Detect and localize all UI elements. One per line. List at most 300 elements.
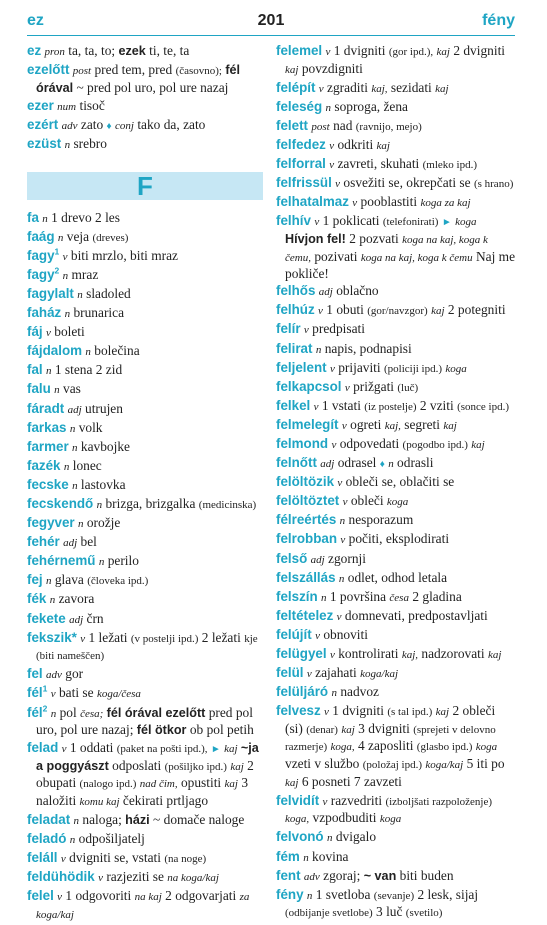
dictionary-entry <box>276 551 516 569</box>
part-of-speech: koga za kaj <box>420 197 471 210</box>
part-of-speech: v <box>98 872 103 885</box>
part-of-speech: za koga/kaj <box>36 891 250 922</box>
translation: 1 stena 2 zid <box>54 362 123 378</box>
dictionary-entry <box>27 515 263 533</box>
part-of-speech: v <box>331 438 337 451</box>
headword: feljelent <box>276 359 327 375</box>
dictionary-entry <box>27 324 263 342</box>
usage-note: (odbijanje svetlobe) <box>285 907 373 920</box>
translation: 2 ležati <box>201 629 241 645</box>
headword: felfrissül <box>276 175 332 191</box>
dictionary-entry <box>27 267 263 285</box>
translation: zgraditi <box>327 79 368 95</box>
translation: boleti <box>54 324 85 340</box>
headword: fagy <box>27 247 55 263</box>
part-of-speech: n <box>326 832 333 845</box>
translation: odlet, odhod letala <box>347 569 448 585</box>
part-of-speech: v <box>329 159 335 172</box>
translation: 3 luč <box>376 904 403 920</box>
part-of-speech: n <box>62 269 69 282</box>
usage-note: (nalogo ipd.) <box>79 778 137 791</box>
headword: félreértés <box>276 512 337 528</box>
usage-note: (gor/navzgor) <box>367 305 428 318</box>
translation: 1 oddati <box>69 740 114 756</box>
translation: nad <box>333 117 353 133</box>
translation: nadzorovati <box>421 646 485 661</box>
headword: fazék <box>27 457 61 473</box>
homonym-number: 1 <box>42 683 48 694</box>
dictionary-entry <box>276 684 516 702</box>
translation: ~ domače naloge <box>153 812 245 828</box>
headword: fém <box>276 848 300 864</box>
translation: 2 obupati <box>36 757 254 791</box>
translation: zato <box>80 116 104 132</box>
part-of-speech: kaj, <box>401 649 419 661</box>
entries-f-section-right <box>276 43 516 922</box>
separator-symbol: ► <box>210 744 221 756</box>
part-of-speech: v <box>306 668 312 681</box>
translation: 1 dvigniti <box>332 703 384 719</box>
translation: oblačno <box>336 283 379 299</box>
dictionary-entry <box>27 591 263 609</box>
headword: felügyel <box>276 646 327 661</box>
part-of-speech: n <box>72 441 78 454</box>
dictionary-entry <box>276 321 516 339</box>
translation: segreti <box>404 416 440 432</box>
part-of-speech: kaj, <box>371 82 388 95</box>
part-of-speech: n <box>69 834 76 847</box>
translation: brizga, brizgalka <box>105 495 196 511</box>
usage-note: (na noge) <box>164 853 207 866</box>
translation: soproga, žena <box>334 98 408 114</box>
dictionary-entry <box>27 611 263 629</box>
translation: pred tem, pred <box>94 62 173 78</box>
headword: fej <box>27 572 43 588</box>
part-of-speech: adv <box>303 870 320 883</box>
dictionary-entry <box>27 98 263 116</box>
headword: fecskendő <box>27 495 94 511</box>
dictionary-entry <box>27 43 263 61</box>
headword: fagylalt <box>27 285 74 301</box>
part-of-speech: v <box>341 419 347 432</box>
part-of-speech: kaj <box>341 723 355 736</box>
part-of-speech: koga na kaj, koga k čemu, <box>285 233 488 264</box>
dictionary-entry <box>276 398 516 416</box>
dictionary-entry <box>276 341 516 359</box>
translation: biti buden <box>399 867 454 883</box>
headword: fent <box>276 867 301 883</box>
part-of-speech: v <box>329 649 335 661</box>
translation: odposlati <box>112 757 162 773</box>
headword: felett <box>276 117 308 133</box>
translation: zgoraj; <box>323 867 361 883</box>
dictionary-entry <box>276 531 516 549</box>
part-of-speech: n <box>331 687 337 700</box>
headword: felöltözik <box>276 474 335 490</box>
dictionary-entry <box>276 283 516 301</box>
dictionary-entry <box>27 869 263 887</box>
part-of-speech: koga na kaj, koga k čemu <box>360 251 473 264</box>
translation: 2 gladina <box>412 588 462 604</box>
translation: dvigniti se, vstati <box>69 850 161 866</box>
usage-note: (glasbo ipd.) <box>416 741 473 754</box>
translation: 1 drevo 2 les <box>51 209 120 225</box>
translation: 2 potegniti <box>447 302 506 318</box>
translation: ti, te, ta <box>149 43 190 58</box>
headword: felvonó <box>276 829 324 845</box>
headword: fehér <box>27 534 60 550</box>
dictionary-entry <box>27 362 263 380</box>
part-of-speech: koga <box>386 496 409 509</box>
right-column <box>276 43 516 923</box>
dictionary-entry <box>276 360 516 378</box>
part-of-speech: kaj <box>224 778 238 791</box>
part-of-speech: v <box>335 178 341 191</box>
translation: 2 vziti <box>419 397 454 413</box>
translation: bolečina <box>94 343 140 359</box>
part-of-speech: conj <box>115 119 134 132</box>
dictionary-entry <box>276 80 516 98</box>
headword: feleség <box>276 98 323 114</box>
translation: čekirati prtljago <box>122 792 209 808</box>
part-of-speech: n <box>303 851 309 864</box>
example-phrase: fél órával ezelőtt <box>106 705 206 720</box>
homonym-number: 2 <box>54 265 60 276</box>
translation: utrujen <box>85 400 123 416</box>
translation: 2 pozvati <box>349 230 399 246</box>
dictionary-entry <box>27 248 263 266</box>
translation: 1 svetloba <box>315 886 371 902</box>
headword: ezelőtt <box>27 62 70 78</box>
translation: ta, ta, to; <box>68 43 116 58</box>
usage-note: (policiji ipd.) <box>383 362 443 375</box>
homonym-number: 1 <box>54 246 60 257</box>
part-of-speech: kaj <box>230 760 244 773</box>
part-of-speech: v <box>329 139 335 152</box>
headword: farkas <box>27 419 67 435</box>
translation: Naj me pokliče! <box>285 248 516 282</box>
translation: glava <box>54 572 84 588</box>
translation: vas <box>63 381 81 397</box>
dictionary-entry <box>276 213 516 281</box>
dictionary-entry <box>276 474 516 492</box>
part-of-speech: kaj <box>487 649 502 661</box>
part-of-speech: n <box>42 212 48 225</box>
headword: fal <box>27 362 43 378</box>
translation: tisoč <box>79 97 105 113</box>
dictionary-entry <box>276 512 516 530</box>
translation: predpisati <box>312 321 365 337</box>
translation: 6 posneti <box>301 773 351 789</box>
dictionary-entry <box>27 496 263 514</box>
dictionary-entry <box>276 417 516 435</box>
headword: felhív <box>276 213 311 229</box>
translation: kovina <box>312 848 349 864</box>
headword: felszállás <box>276 569 336 585</box>
dictionary-entry <box>27 136 263 154</box>
dictionary-entry <box>27 666 263 684</box>
headword: farmer <box>27 438 69 454</box>
part-of-speech: kaj <box>435 706 450 719</box>
translation: pooblastiti <box>360 194 418 210</box>
translation: napis, podnapisi <box>324 340 412 356</box>
translation: odpošiljatelj <box>78 831 145 847</box>
translation: 3 dvigniti <box>358 720 410 736</box>
headword: fekete <box>27 610 66 626</box>
part-of-speech: kaj <box>471 438 485 451</box>
dictionary-entry <box>27 888 263 923</box>
part-of-speech: n <box>85 346 91 359</box>
part-of-speech: v <box>62 250 68 263</box>
translation: ogreti <box>350 416 382 432</box>
dictionary-entry <box>27 630 263 665</box>
part-of-speech: n <box>388 458 394 471</box>
translation: črn <box>86 610 104 626</box>
headword: felemel <box>276 43 323 58</box>
translation: pozivati <box>314 248 358 264</box>
part-of-speech: v <box>352 197 358 210</box>
usage-note: (paket na pošti ipd.), <box>116 743 208 756</box>
separator-symbol: ♦ <box>379 459 385 471</box>
translation: razjeziti se <box>106 869 164 885</box>
part-of-speech: n <box>72 479 78 492</box>
part-of-speech: adj <box>63 537 78 550</box>
part-of-speech: n <box>64 308 71 321</box>
example-phrase: fél ötkor <box>136 723 187 738</box>
part-of-speech: adv <box>46 669 62 682</box>
usage-note: (izboljšati razpoloženje) <box>385 795 493 808</box>
part-of-speech: v <box>318 82 324 95</box>
translation: 2 obleči (si) <box>285 703 496 736</box>
headword: fel <box>27 666 43 682</box>
usage-note: (položaj ipd.) <box>362 759 422 772</box>
dictionary-entry <box>27 458 263 476</box>
translation: sladoled <box>86 285 131 301</box>
dictionary-entry <box>276 43 516 78</box>
part-of-speech: v <box>61 743 67 756</box>
example-phrase: ~ van <box>363 868 397 883</box>
dictionary-entry <box>276 436 516 454</box>
usage-note: (denar) <box>306 723 338 736</box>
translation: 1 dvigniti <box>333 43 386 58</box>
example-phrase: Hívjon fel! <box>285 231 346 246</box>
headword: felad <box>27 740 59 756</box>
dictionary-entry <box>276 570 516 588</box>
usage-note: (pogodbo ipd.) <box>402 438 468 451</box>
headword: fegyver <box>27 515 75 531</box>
headword: falu <box>27 381 51 397</box>
page-header <box>27 12 515 34</box>
translation: 7 zavzeti <box>353 773 402 789</box>
part-of-speech: koga <box>445 362 467 375</box>
dictionary-entry <box>27 740 263 810</box>
translation: srebro <box>73 135 107 151</box>
usage-note: (v postelji ipd.) <box>130 632 199 645</box>
headword: felirat <box>276 340 313 356</box>
translation: odkriti <box>337 136 374 152</box>
translation: 4 zaposliti <box>358 738 414 754</box>
dictionary-entry <box>276 868 516 886</box>
part-of-speech: adv <box>61 119 78 132</box>
translation: perilo <box>107 553 139 569</box>
part-of-speech: v <box>303 324 309 337</box>
translation: 1 poklicati <box>322 213 380 229</box>
translation: 2 odgovarjati <box>165 888 237 904</box>
headword: felkel <box>276 397 311 413</box>
left-column <box>27 43 263 925</box>
headword: fehérnemű <box>27 553 96 569</box>
entries-f-section-left <box>27 210 263 924</box>
part-of-speech: kaj, <box>384 419 401 432</box>
translation: 1 površina <box>329 588 387 604</box>
part-of-speech: kaj <box>285 776 299 789</box>
part-of-speech: v <box>80 632 86 645</box>
usage-note: (časovno); <box>175 65 222 78</box>
headword: fél <box>27 704 43 720</box>
example-phrase: házi <box>125 813 150 828</box>
headword: felrobban <box>276 531 338 547</box>
dictionary-entry <box>276 646 516 664</box>
part-of-speech: v <box>322 795 328 808</box>
translation: volk <box>78 419 103 435</box>
dictionary-entry <box>27 534 263 552</box>
dictionary-entry <box>276 793 516 828</box>
usage-note: (gor ipd.), <box>388 46 434 58</box>
headword: feladó <box>27 831 67 847</box>
dictionary-entry <box>276 608 516 626</box>
translation: zavora <box>58 591 95 607</box>
translation: 5 iti po <box>466 756 505 772</box>
separator-symbol: ♦ <box>106 120 112 132</box>
dictionary-entry <box>27 553 263 571</box>
page-number: 201 <box>257 12 285 29</box>
headword: fék <box>27 591 47 607</box>
usage-note: (sevanje) <box>373 889 415 902</box>
part-of-speech: kaj <box>436 46 450 58</box>
part-of-speech: kaj <box>435 82 449 95</box>
translation: gor <box>65 666 84 682</box>
part-of-speech: n <box>77 288 83 301</box>
running-head-left: ez <box>27 12 44 29</box>
translation: bati se <box>58 685 94 701</box>
entries-e-section <box>27 43 263 154</box>
translation: 1 odgovoriti <box>65 888 132 904</box>
part-of-speech: na kaj <box>134 891 162 904</box>
translation: domnevati, predpostavljati <box>344 607 488 623</box>
usage-note: (dreves) <box>92 231 129 244</box>
headword: felújít <box>276 626 312 642</box>
translation: ob pol petih <box>189 722 254 738</box>
translation: biti mrzlo, biti mraz <box>70 247 178 263</box>
translation: zavreti, skuhati <box>337 156 420 172</box>
translation: obleči <box>350 493 384 509</box>
part-of-speech: koga/kaj <box>425 759 464 772</box>
headword: felöltöztet <box>276 493 340 509</box>
headword: felnőtt <box>276 455 317 471</box>
headword: feltételez <box>276 607 334 623</box>
translation: veja <box>66 228 90 244</box>
headword: felvidít <box>276 792 320 808</box>
usage-note: (s hrano) <box>473 178 514 191</box>
dictionary-entry <box>276 849 516 867</box>
part-of-speech: n <box>325 101 332 114</box>
part-of-speech: num <box>57 100 77 113</box>
dictionary-entry <box>27 439 263 457</box>
headword: felül <box>276 665 304 681</box>
part-of-speech: n <box>73 815 80 828</box>
translation: orožje <box>86 515 121 531</box>
translation: sezidati <box>390 79 432 95</box>
translation: pol <box>59 704 77 720</box>
dictionary-entry <box>276 589 516 607</box>
part-of-speech: n <box>49 594 56 607</box>
part-of-speech: n <box>338 572 345 585</box>
usage-note: (človeka ipd.) <box>87 575 149 588</box>
usage-note: (s tal ipd.) <box>387 706 433 719</box>
part-of-speech: koga <box>475 741 498 754</box>
dictionary-entry <box>27 305 263 323</box>
part-of-speech: kaj <box>443 419 457 432</box>
translation: bel <box>80 534 97 550</box>
usage-note: (ravnijo, mejo) <box>355 120 422 133</box>
example-phrase: ~ja a poggyászt <box>36 741 259 773</box>
part-of-speech: česa; <box>80 707 104 720</box>
headword: felhúz <box>276 302 315 318</box>
homonym-number: 2 <box>42 703 48 714</box>
part-of-speech: v <box>324 706 329 719</box>
part-of-speech: kaj <box>224 743 238 756</box>
headword: felkapcsol <box>276 378 342 394</box>
translation: dvigalo <box>335 829 377 845</box>
headword: felépít <box>276 79 316 95</box>
translation: 1 obuti <box>326 302 364 318</box>
dictionary-entry <box>276 627 516 645</box>
usage-note: (telefonirati) <box>382 216 439 229</box>
translation: tako da, zato <box>137 116 206 132</box>
dictionary-entry <box>276 302 516 320</box>
dictionary-entry <box>276 99 516 117</box>
translation: odpovedati <box>339 435 400 451</box>
part-of-speech: n <box>78 518 84 531</box>
part-of-speech: v <box>336 610 342 623</box>
part-of-speech: v <box>314 216 320 229</box>
part-of-speech: adj <box>318 286 333 299</box>
part-of-speech: pron <box>44 46 65 58</box>
dictionary-entry <box>27 286 263 304</box>
translation: lastovka <box>80 476 126 492</box>
translation: razvedriti <box>330 792 383 808</box>
part-of-speech: v <box>46 327 51 340</box>
dictionary-entry <box>27 210 263 228</box>
dictionary-entry <box>276 493 516 511</box>
dictionary-entry <box>276 703 516 791</box>
usage-note: (sprejeti v delovno razmerje) <box>285 723 496 754</box>
headword: ez <box>27 43 42 58</box>
translation: kavbojke <box>80 438 130 454</box>
headword: fél <box>27 685 43 701</box>
part-of-speech: nad čim, <box>139 778 178 791</box>
headword: felüljáró <box>276 684 329 700</box>
translation: mraz <box>71 266 99 282</box>
usage-note: (pošiljko ipd.) <box>164 760 227 773</box>
part-of-speech: adj <box>69 613 84 626</box>
translation: 2 dvigniti <box>453 43 506 58</box>
dictionary-entry <box>276 194 516 212</box>
part-of-speech: v <box>60 853 66 866</box>
dictionary-entry <box>27 850 263 868</box>
usage-note: (svetilo) <box>405 907 443 920</box>
part-of-speech: na koga/kaj <box>167 872 219 885</box>
